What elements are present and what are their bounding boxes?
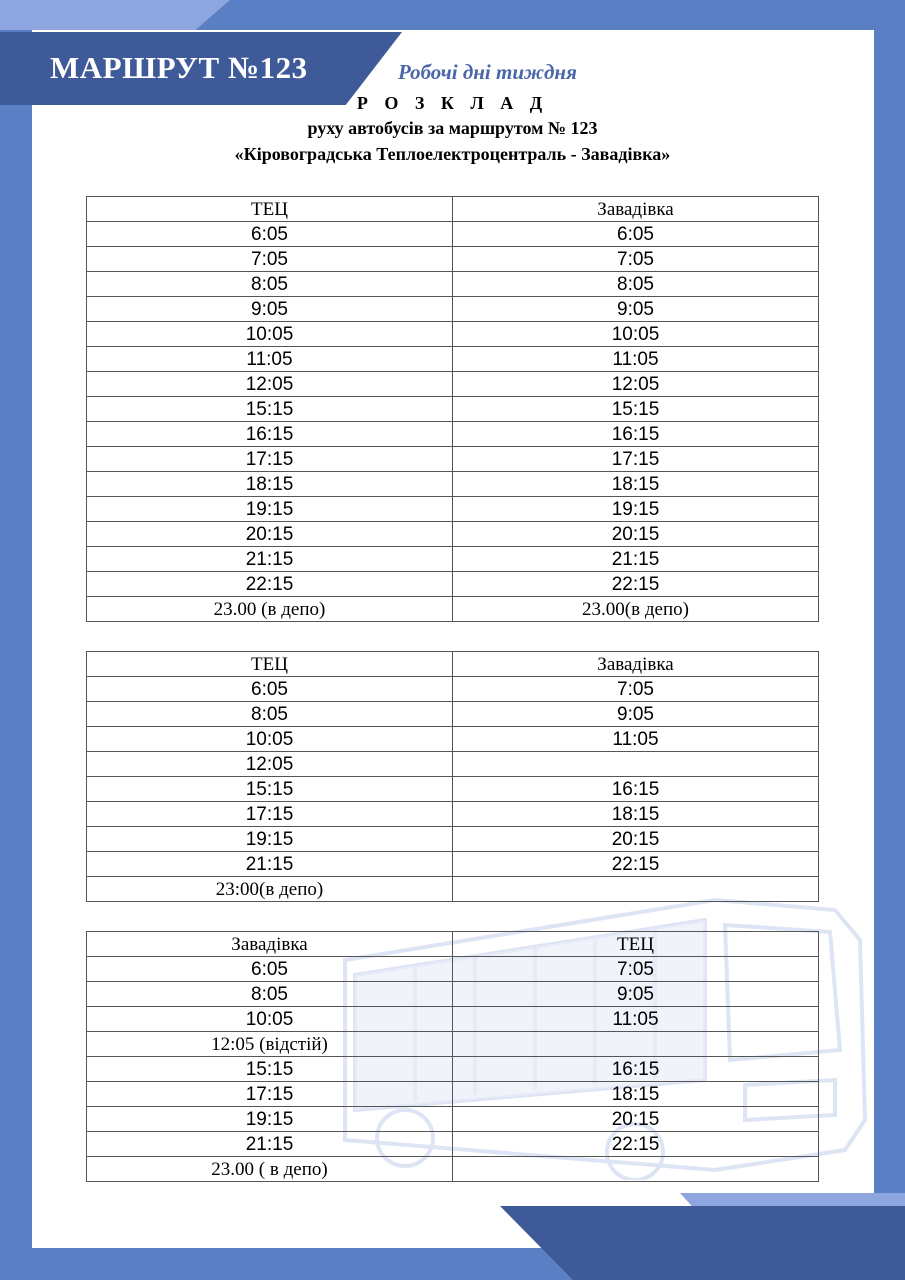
time-cell (453, 1032, 819, 1057)
time-cell: 11:05 (453, 347, 819, 372)
time-cell: 7:05 (453, 677, 819, 702)
table-row (87, 497, 819, 522)
time-cell: 19:15 (87, 1107, 453, 1132)
time-cell: 22:15 (87, 572, 453, 597)
time-cell: 20:15 (87, 522, 453, 547)
time-cell: 9:05 (453, 702, 819, 727)
time-cell (453, 752, 819, 777)
table-row (87, 702, 819, 727)
table-row (87, 677, 819, 702)
table-row (87, 852, 819, 877)
table-row (87, 877, 819, 902)
schedule-heading: Р О З К Л А Д (356, 93, 549, 113)
time-cell: 11:05 (453, 727, 819, 752)
time-cell: 15:15 (87, 777, 453, 802)
time-cell: 19:15 (87, 497, 453, 522)
table-row (87, 472, 819, 497)
time-cell: 19:15 (87, 827, 453, 852)
table-header-row (87, 932, 819, 957)
table-row (87, 272, 819, 297)
time-cell: 7:05 (453, 957, 819, 982)
table-row (87, 982, 819, 1007)
time-cell: 23.00 (в депо) (87, 597, 453, 622)
time-cell: 17:15 (87, 447, 453, 472)
time-cell: 16:15 (87, 422, 453, 447)
table-row (87, 522, 819, 547)
time-cell: 18:15 (453, 802, 819, 827)
table-row (87, 397, 819, 422)
time-cell (453, 1157, 819, 1182)
table-row (87, 957, 819, 982)
time-cell: 7:05 (87, 247, 453, 272)
time-cell: 12:05 (87, 372, 453, 397)
time-cell: 8:05 (453, 272, 819, 297)
table-row (87, 222, 819, 247)
time-cell: 8:05 (87, 702, 453, 727)
route-name: «Кіровоградська Теплоелектроцентраль - Завадівка» (234, 144, 671, 164)
table-row (87, 547, 819, 572)
corner-accent-top-left (0, 0, 230, 30)
column-header: Завадівка (453, 652, 819, 677)
time-cell: 21:15 (87, 852, 453, 877)
time-cell: 15:15 (87, 397, 453, 422)
time-cell: 16:15 (453, 777, 819, 802)
table-row (87, 447, 819, 472)
table-row (87, 752, 819, 777)
column-header: ТЕЦ (87, 652, 453, 677)
time-cell: 22:15 (453, 1132, 819, 1157)
time-cell: 12:05 (453, 372, 819, 397)
table-header-row (87, 197, 819, 222)
time-cell (453, 877, 819, 902)
days-subtitle: Робочі дні тиждня (398, 60, 577, 84)
time-cell: 10:05 (453, 322, 819, 347)
time-cell: 6:05 (87, 222, 453, 247)
time-cell: 6:05 (87, 677, 453, 702)
table-row (87, 422, 819, 447)
schedule-subheading: руху автобусів за маршрутом № 123 (307, 118, 598, 138)
time-cell: 9:05 (87, 297, 453, 322)
time-cell: 19:15 (453, 497, 819, 522)
time-cell: 6:05 (453, 222, 819, 247)
time-cell: 18:15 (453, 472, 819, 497)
time-cell: 16:15 (453, 422, 819, 447)
time-cell: 10:05 (87, 727, 453, 752)
time-cell: 17:15 (453, 447, 819, 472)
table-row (87, 1082, 819, 1107)
table-row (87, 597, 819, 622)
table-row (87, 372, 819, 397)
corner-accent-bottom-dark (500, 1206, 905, 1280)
table-row (87, 827, 819, 852)
time-cell: 22:15 (453, 852, 819, 877)
time-cell: 7:05 (453, 247, 819, 272)
column-header: Завадівка (87, 932, 453, 957)
time-cell: 12:05 (87, 752, 453, 777)
schedule-table-3 (86, 931, 819, 1182)
column-header: Завадівка (453, 197, 819, 222)
schedule-table-1 (86, 196, 819, 622)
time-cell: 17:15 (87, 802, 453, 827)
time-cell: 16:15 (453, 1057, 819, 1082)
table-row (87, 1032, 819, 1057)
time-cell: 21:15 (87, 547, 453, 572)
table-row (87, 572, 819, 597)
time-cell: 23:00(в депо) (87, 877, 453, 902)
table-row (87, 1107, 819, 1132)
time-cell: 8:05 (87, 272, 453, 297)
time-cell: 15:15 (453, 397, 819, 422)
table-row (87, 322, 819, 347)
table-row (87, 727, 819, 752)
table-header-row (87, 652, 819, 677)
time-cell: 9:05 (453, 297, 819, 322)
time-cell: 17:15 (87, 1082, 453, 1107)
time-cell: 21:15 (453, 547, 819, 572)
table-row (87, 297, 819, 322)
time-cell: 18:15 (87, 472, 453, 497)
time-cell: 21:15 (87, 1132, 453, 1157)
time-cell: 20:15 (453, 1107, 819, 1132)
time-cell: 11:05 (87, 347, 453, 372)
time-cell: 20:15 (453, 522, 819, 547)
column-header: ТЕЦ (87, 197, 453, 222)
route-title: МАРШРУТ №123 (50, 50, 308, 85)
time-cell: 8:05 (87, 982, 453, 1007)
table-row (87, 1157, 819, 1182)
table-row (87, 777, 819, 802)
time-cell: 22:15 (453, 572, 819, 597)
time-cell: 12:05 (відстій) (87, 1032, 453, 1057)
schedule-table-2 (86, 651, 819, 902)
table-row (87, 802, 819, 827)
table-row (87, 1007, 819, 1032)
time-cell: 10:05 (87, 1007, 453, 1032)
time-cell: 23.00 ( в депо) (87, 1157, 453, 1182)
time-cell: 15:15 (87, 1057, 453, 1082)
column-header: ТЕЦ (453, 932, 819, 957)
time-cell: 23.00(в депо) (453, 597, 819, 622)
table-row (87, 247, 819, 272)
time-cell: 10:05 (87, 322, 453, 347)
time-cell: 11:05 (453, 1007, 819, 1032)
table-row (87, 347, 819, 372)
table-row (87, 1057, 819, 1082)
table-row (87, 1132, 819, 1157)
time-cell: 20:15 (453, 827, 819, 852)
time-cell: 18:15 (453, 1082, 819, 1107)
time-cell: 6:05 (87, 957, 453, 982)
time-cell: 9:05 (453, 982, 819, 1007)
